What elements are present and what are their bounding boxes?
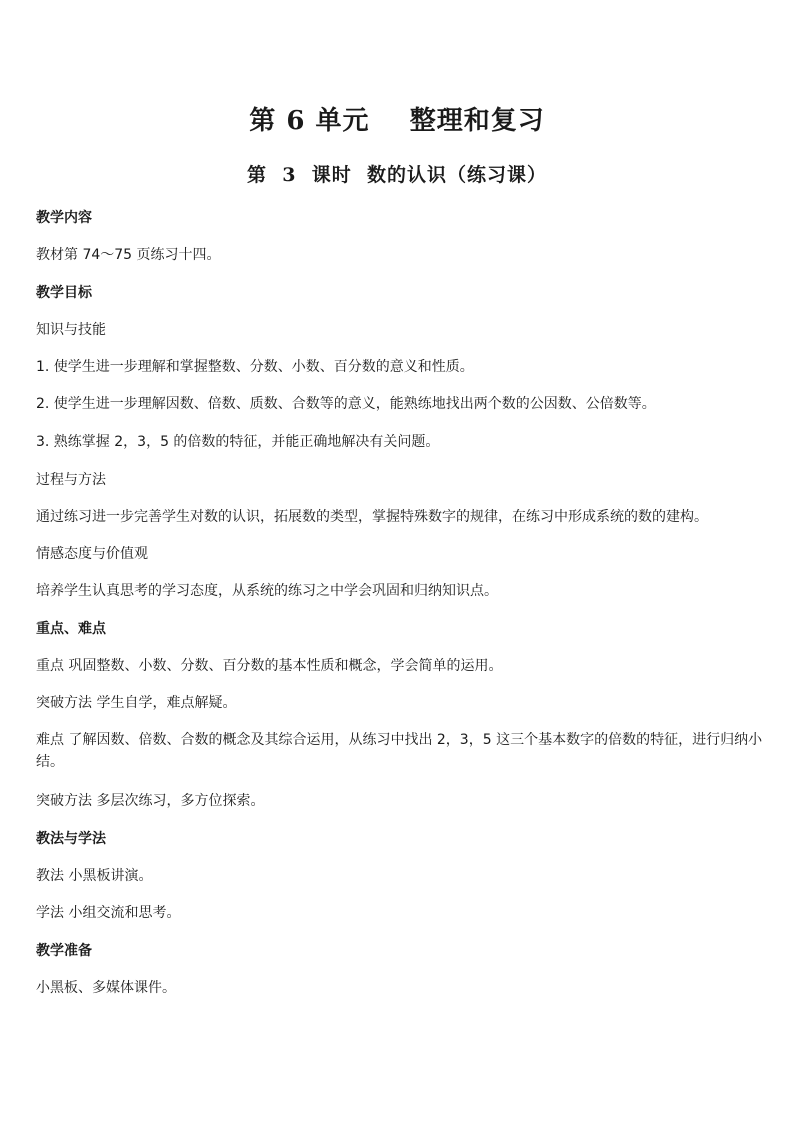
difficult-method: 突破方法 多层次练习，多方位探索。	[36, 793, 265, 809]
process-heading: 过程与方法	[36, 472, 106, 488]
emotion-text: 培养学生认真思考的学习态度，从系统的练习之中学会巩固和归纳知识点。	[36, 583, 498, 599]
goals-heading: 教学目标	[36, 285, 92, 301]
difficult-point: 难点 了解因数、倍数、合数的概念及其综合运用，从练习中找出 2，3，5 这三个基本数字的倍数的特征，进行归纳小结。	[36, 732, 763, 770]
prep-heading: 教学准备	[36, 943, 92, 959]
lesson-subtitle: 第 3 课时 数的认识（练习课）	[247, 164, 547, 186]
process-text: 通过练习进一步完善学生对数的认识，拓展数的类型，掌握特殊数字的规律，在练习中形成系统的数的建构。	[36, 509, 708, 525]
methods-heading: 教法与学法	[36, 831, 106, 847]
knowledge-heading: 知识与技能	[36, 322, 106, 338]
emotion-heading: 情感态度与价值观	[36, 546, 148, 562]
knowledge-item-3: 3. 熟练掌握 2，3，5 的倍数的特征，并能正确地解决有关问题。	[36, 434, 440, 450]
content-heading: 教学内容	[36, 210, 92, 226]
content-text: 教材第 74～75 页练习十四。	[36, 247, 221, 263]
document-title: 第 6 单元 整理和复习	[249, 106, 545, 136]
teaching-method: 教法 小黑板讲演。	[36, 868, 153, 884]
prep-text: 小黑板、多媒体课件。	[36, 980, 176, 996]
knowledge-item-2: 2. 使学生进一步理解因数、倍数、质数、合数等的意义，能熟练地找出两个数的公因数、公倍数等。	[36, 396, 656, 412]
knowledge-item-1: 1. 使学生进一步理解和掌握整数、分数、小数、百分数的意义和性质。	[36, 359, 474, 375]
key-point: 重点 巩固整数、小数、分数、百分数的基本性质和概念，学会简单的运用。	[36, 658, 503, 674]
key-method: 突破方法 学生自学，难点解疑。	[36, 695, 237, 711]
learning-method: 学法 小组交流和思考。	[36, 905, 181, 921]
key-heading: 重点、难点	[36, 621, 106, 637]
